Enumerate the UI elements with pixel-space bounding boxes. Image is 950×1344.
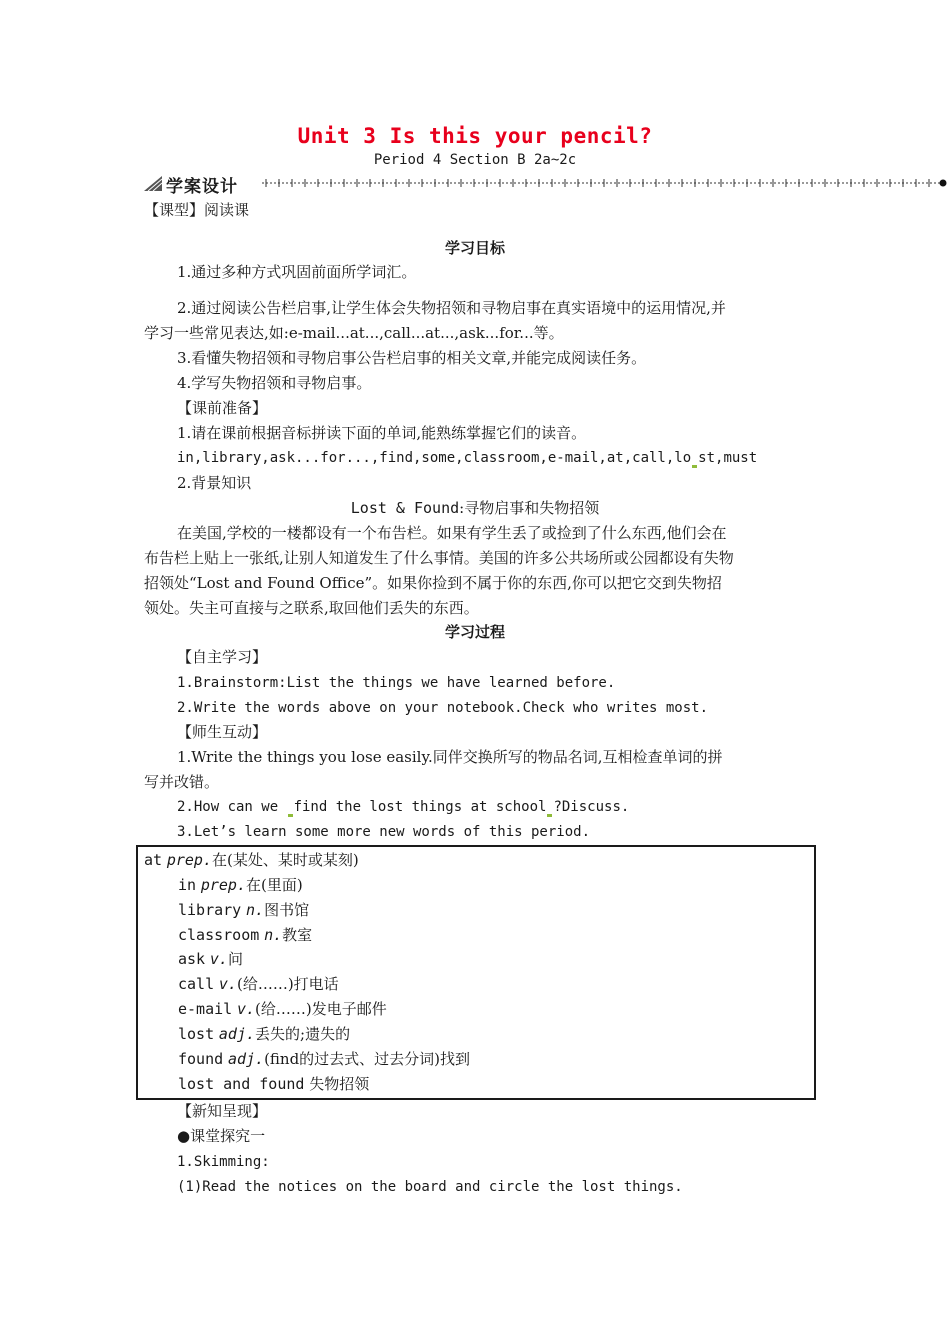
vocab-entry: [178, 1024, 350, 1044]
vocab-pos: prep.: [166, 851, 212, 869]
vocab-meaning: 丢失的;遗失的: [255, 1025, 351, 1043]
skimming-task: (1)Read the notices on the board and circle the lost things.: [177, 1179, 683, 1195]
vocab-entry: [178, 1074, 369, 1094]
background-paragraph-line: 领处。失主可直接与之联系,取回他们丢失的东西。: [144, 599, 479, 617]
new-knowledge-heading: 【新知呈现】: [177, 1102, 268, 1120]
vocab-entry: [178, 974, 339, 994]
prep-words-b: st,must: [698, 450, 758, 466]
objective-item: 学习一些常见表达,如:e-mail...at...,call...at...,ask...for...等。: [144, 324, 564, 342]
background-paragraph-line: 在美国,学校的一楼都设有一个布告栏。如果有学生丢了或捡到了什么东西,他们会在: [177, 524, 727, 542]
green-mark: [692, 465, 697, 468]
vocab-word: e-mail: [178, 1000, 233, 1018]
vocab-word: found: [178, 1050, 224, 1068]
prep-heading: 【课前准备】: [177, 399, 268, 417]
objective-item: 4.学写失物招领和寻物启事。: [177, 374, 372, 392]
interaction-2c: ?Discuss.: [553, 799, 630, 815]
interaction-item: [177, 797, 629, 817]
vocabulary-box: [136, 845, 816, 1100]
banner-label: 学案设计: [166, 177, 238, 197]
self-study-item: 1.Brainstorm:List the things we have learned before.: [177, 675, 616, 691]
green-mark: [547, 814, 552, 817]
interaction-heading: 【师生互动】: [177, 723, 268, 741]
interaction-item: 3.Let’s learn some more new words of this period.: [177, 824, 591, 840]
vocab-entry: [144, 850, 359, 870]
vocab-entry: [178, 949, 243, 969]
vocab-meaning: 在(某处、某时或某刻): [212, 851, 359, 869]
objective-item: 2.通过阅读公告栏启事,让学生体会失物招领和寻物启事在真实语境中的运用情况,并: [177, 299, 726, 317]
vocab-entry: [178, 875, 303, 895]
page-title: Unit 3 Is this your pencil?: [297, 124, 653, 148]
vocab-meaning: 失物招领: [309, 1075, 370, 1093]
vocab-word: lost: [178, 1025, 215, 1043]
vocab-meaning: 在(里面): [246, 876, 303, 894]
vocab-meaning: 问: [227, 950, 243, 968]
vocab-pos: v.: [209, 950, 228, 968]
vocab-word: lost and found: [178, 1075, 305, 1093]
background-title-en: Lost & Found: [350, 499, 460, 517]
vocab-entry: [178, 1049, 470, 1069]
interaction-2a: 2.How can we: [177, 799, 287, 815]
vocab-meaning: (给……)发电子邮件: [255, 1000, 387, 1018]
vocab-pos: n.: [264, 926, 283, 944]
background-paragraph-line: 招领处“Lost and Found Office”。如果你捡到不属于你的东西,你可以把它交到失物招: [144, 574, 722, 592]
vocab-entry: [178, 925, 312, 945]
vocab-word: at: [144, 851, 163, 869]
green-mark: [288, 814, 293, 817]
vocab-word: in: [178, 876, 197, 894]
self-study-heading: 【自主学习】: [177, 648, 268, 666]
objectives-heading: 学习目标: [444, 239, 505, 257]
banner-dotted-rule: [262, 174, 948, 192]
self-study-item: 2.Write the words above on your notebook.Check who writes most.: [177, 700, 709, 716]
section-banner: [144, 172, 948, 197]
vocab-pos: n.: [246, 901, 265, 919]
vocab-entry: [178, 999, 387, 1019]
interaction-item: 1.Write the things you lose easily.同伴交换所写的物品名词,互相检查单词的拼: [177, 748, 723, 766]
interaction-2b: find the lost things at school: [293, 799, 547, 815]
interaction-item: 写并改错。: [144, 773, 220, 791]
vocab-pos: adj.: [227, 1050, 265, 1068]
vocab-meaning: (find的过去式、过去分词)找到: [264, 1050, 471, 1068]
vocab-pos: v.: [218, 975, 237, 993]
vocab-word: library: [178, 901, 242, 919]
vocab-word: ask: [178, 950, 206, 968]
background-title-cn: :寻物启事和失物招领: [459, 499, 600, 517]
prep-item: 1.请在课前根据音标拼读下面的单词,能熟练掌握它们的读音。: [177, 424, 587, 442]
objective-item: 3.看懂失物招领和寻物启事公告栏启事的相关文章,并能完成阅读任务。: [177, 349, 647, 367]
vocab-pos: adj.: [218, 1025, 256, 1043]
background-title: [0, 498, 950, 518]
prep-words-a: in,library,ask...for...,find,some,classroom,e-mail,at,call,lo: [177, 450, 692, 466]
lesson-type: 【课型】阅读课: [144, 201, 250, 219]
explore-heading: ●课堂探究一: [177, 1127, 266, 1145]
process-heading: 学习过程: [444, 623, 505, 641]
vocab-entry: [178, 900, 309, 920]
prep-word-list: [177, 448, 757, 468]
page-subtitle: Period 4 Section B 2a~2c: [373, 152, 577, 168]
background-paragraph-line: 布告栏上贴上一张纸,让别人知道发生了什么事情。美国的许多公共场所或公园都设有失物: [144, 549, 734, 567]
vocab-meaning: 图书馆: [264, 901, 310, 919]
vocab-meaning: 教室: [282, 926, 313, 944]
objective-item: 1.通过多种方式巩固前面所学词汇。: [177, 263, 417, 281]
vocab-pos: prep.: [200, 876, 246, 894]
vocab-pos: v.: [236, 1000, 256, 1018]
skimming-label: 1.Skimming:: [177, 1154, 270, 1170]
vocab-word: classroom: [178, 926, 260, 944]
vocab-word: call: [178, 975, 215, 993]
banner-stairs-icon: [144, 176, 162, 191]
vocab-meaning: (给……)打电话: [236, 975, 339, 993]
prep-item: 2.背景知识: [177, 474, 252, 492]
